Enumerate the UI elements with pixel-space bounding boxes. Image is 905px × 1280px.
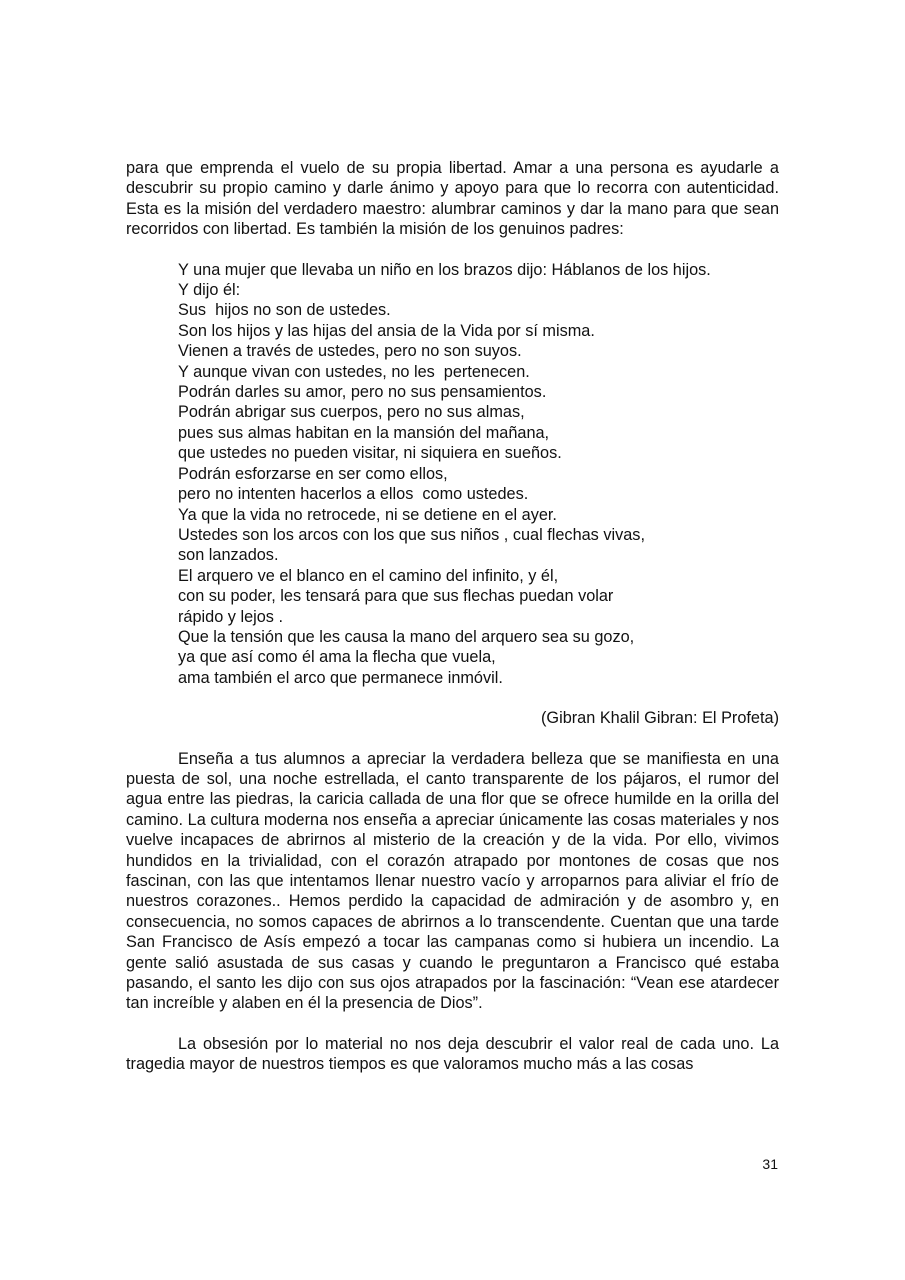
poem-quote xyxy=(178,260,779,689)
paragraph-teach: Enseña a tus alumnos a apreciar la verdadera belleza que se manifiesta en una puesta de sol, una noche estrellada, el canto transparente de los pájaros, el rumor del agua entre las piedras, la caricia callada de una flor que se ofrece humilde en la orilla del camino. La cultura moderna nos enseña a apreciar únicamente las cosas materiales y nos vuelve incapaces de abrirnos al misterio de la creación y de la vida. Por ello, vivimos hundidos en la trivialidad, con el corazón atrapado por montones de cosas que nos fascinan, con las que intentamos llenar nuestro vacío y arroparnos para aliviar el frío de nuestros corazones.. Hemos perdido la capacidad de admiración y de asombro y, en consecuencia, no somos capaces de abrirnos a lo transcendente. Cuentan que una tarde San Francisco de Asís empezó a tocar las campanas como si hubiera un incendio. La gente salió asustada de sus casas y cuando le preguntaron a Francisco qué estaba pasando, el santo les dijo con sus ojos atrapados por la fascinación: “Vean ese atardecer tan increíble y alaben en él la presencia de Dios”. xyxy=(126,749,779,1013)
poem-line: Podrán abrigar sus cuerpos, pero no sus almas, xyxy=(178,403,525,422)
poem-line: ya que así como él ama la flecha que vuela, xyxy=(178,648,496,667)
poem-line: son lanzados. xyxy=(178,546,279,565)
poem-line: Podrán darles su amor, pero no sus pensamientos. xyxy=(178,383,547,402)
poem-line: con su poder, les tensará para que sus flechas puedan volar xyxy=(178,587,614,606)
poem-line: Ya que la vida no retrocede, ni se detiene en el ayer. xyxy=(178,505,557,524)
poem-line: Podrán esforzarse en ser como ellos, xyxy=(178,464,448,483)
poem-line: Son los hijos y las hijas del ansia de la Vida por sí misma. xyxy=(178,321,595,340)
poem-line: El arquero ve el blanco en el camino del infinito, y él, xyxy=(178,566,559,585)
poem-line: Ustedes son los arcos con los que sus niños , cual flechas vivas, xyxy=(178,525,645,544)
document-page xyxy=(126,158,779,1075)
page-number: 31 xyxy=(762,1156,778,1172)
paragraph-intro: para que emprenda el vuelo de su propia libertad. Amar a una persona es ayudarle a descubrir su propio camino y darle ánimo y apoyo para que lo recorra con autenticidad. Esta es la misión del verdadero maestro: alumbrar caminos y dar la mano para que sean recorridos con libertad. Es también la misión de los genuinos padres: xyxy=(126,159,779,239)
poem-line: Que la tensión que les causa la mano del arquero sea su gozo, xyxy=(178,627,635,646)
poem-line: Sus hijos no son de ustedes. xyxy=(178,301,391,320)
poem-line: ama también el arco que permanece inmóvil. xyxy=(178,668,503,687)
poem-line: Y dijo él: xyxy=(178,281,241,300)
poem-line: rápido y lejos . xyxy=(178,607,283,626)
poem-line: Vienen a través de ustedes, pero no son suyos. xyxy=(178,342,522,361)
poem-citation: (Gibran Khalil Gibran: El Profeta) xyxy=(541,709,779,728)
poem-line: Y una mujer que llevaba un niño en los brazos dijo: Háblanos de los hijos. xyxy=(178,260,711,279)
poem-line: pues sus almas habitan en la mansión del mañana, xyxy=(178,423,550,442)
poem-line: Y aunque vivan con ustedes, no les pertenecen. xyxy=(178,362,530,381)
paragraph-material: La obsesión por lo material no nos deja descubrir el valor real de cada uno. La tragedia mayor de nuestros tiempos es que valoramos mucho más a las cosas xyxy=(126,1034,779,1074)
poem-line: que ustedes no pueden visitar, ni siquiera en sueños. xyxy=(178,444,562,463)
poem-line: pero no intenten hacerlos a ellos como ustedes. xyxy=(178,485,529,504)
